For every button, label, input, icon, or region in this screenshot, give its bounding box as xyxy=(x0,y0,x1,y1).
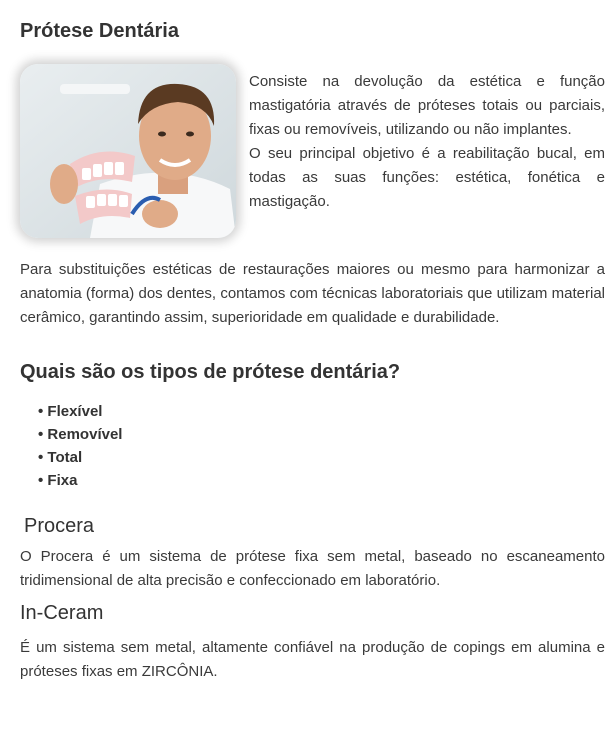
dentist-photo xyxy=(20,64,236,238)
page-title: Prótese Dentária xyxy=(20,20,179,42)
list-item: • Fixa xyxy=(38,469,122,492)
intro-text xyxy=(249,70,605,214)
substitutions-paragraph: Para substituições estéticas de restaurações maiores ou mesmo para harmonizar a anatomia (forma) dos dentes, contamos com técnicas laboratoriais que utilizam material cerâmico, garantindo assim, superioridade em qualidade e durabilidade. xyxy=(20,261,605,326)
inceram-paragraph: É um sistema sem metal, altamente confiável na produção de copings em alumina e próteses fixas em ZIRCÔNIA. xyxy=(20,639,605,680)
list-item: • Total xyxy=(38,446,122,469)
list-item: • Flexível xyxy=(38,400,122,423)
types-heading: Quais são os tipos de prótese dentária? xyxy=(20,361,401,383)
types-list xyxy=(38,400,122,492)
intro-paragraph-2: O seu principal objetivo é a reabilitação bucal, em todas as suas funções: estética, fonética e mastigação. xyxy=(249,145,605,210)
procera-paragraph: O Procera é um sistema de prótese fixa sem metal, baseado no escaneamento tridimensional de alta precisão e confeccionado em laboratório. xyxy=(20,548,605,589)
inceram-heading: In-Ceram xyxy=(20,602,104,624)
procera-heading: Procera xyxy=(24,515,95,537)
list-item: • Removível xyxy=(38,423,122,446)
intro-paragraph-1: Consiste na devolução da estética e função mastigatória através de próteses totais ou parciais, fixas ou removíveis, utilizando ou não implantes. xyxy=(249,73,605,138)
